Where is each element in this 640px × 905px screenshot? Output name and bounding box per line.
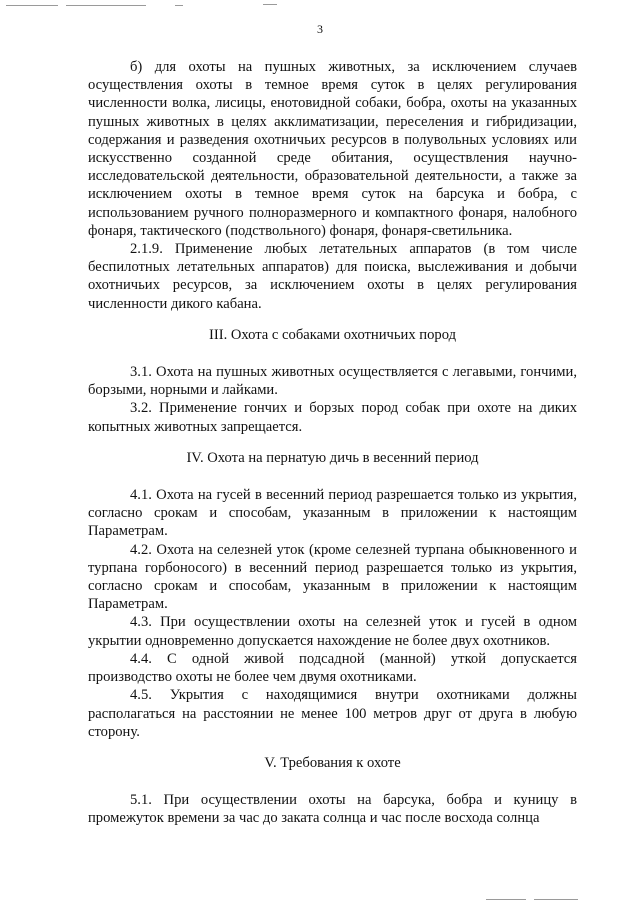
paragraph-4-3: 4.3. При осуществлении охоты на селезней уток и гусей в одном укрытии одновременно допускается нахождение не более двух охотников.: [88, 614, 577, 649]
section-heading-5: V. Требования к охоте: [264, 754, 401, 771]
paragraph-b-pushnye: б) для охоты на пушных животных, за исключением случаев осуществления охоты в темное время суток в целях регулирования численности волка, лисицы, енотовидной собаки, бобра, охоты на указанных пушных животных в целях акклиматизации, переселения и гибридизации, содержания и разведения охотничьих ресурсов в полувольных условиях или искусственно созданной среде обитания, осуществления научно-исследовательской деятельности, образовательной деятельности, а также за исключением охоты в темное время суток на барсука и бобра, с использованием ручного полноразмерного и компактного фонаря, налобного фонаря, тактического (подствольного) фонаря, фонаря-светильника.: [88, 59, 577, 239]
page-number: 3: [317, 22, 323, 36]
paragraph-4-4: 4.4. С одной живой подсадной (манной) уткой допускается производство охоты не более чем двумя охотниками.: [88, 650, 577, 686]
paragraph-4-5: 4.5. Укрытия с находящимися внутри охотниками должны располагаться на расстоянии не менее 100 метров друг от друга в любую сторону.: [88, 687, 577, 740]
paragraph-3-2: 3.2. Применение гончих и борзых пород собак при охоте на диких копытных животных запрещается.: [88, 400, 577, 435]
paragraph-5-1: 5.1. При осуществлении охоты на барсука, бобра и куницу в промежуток времени за час до заката солнца и час после восхода солнца: [88, 792, 577, 827]
paragraph-2-1-9: 2.1.9. Применение любых летательных аппаратов (в том числе беспилотных летательных аппаратов) для поиска, выслеживания и добычи охотничьих ресурсов, за исключением охоты в целях регулирования численности дикого кабана.: [88, 241, 577, 312]
scan-artifact-line: [263, 4, 277, 5]
scan-artifact-line: [66, 5, 146, 6]
paragraph-4-2: 4.2. Охота на селезней уток (кроме селезней турпана обыкновенного и турпана горбоносого) в весенний период разрешается только из укрытия, согласно срокам и способам, указанным в приложении к настоящим Параметрам.: [88, 541, 577, 613]
section-heading-3: III. Охота с собаками охотничьих пород: [208, 326, 457, 343]
document-body: [88, 58, 577, 828]
scan-artifact-line: [486, 899, 526, 900]
scan-artifact-line: [534, 899, 578, 900]
section-heading-4: IV. Охота на пернатую дичь в весенний период: [186, 449, 479, 466]
paragraph-3-1: 3.1. Охота на пушных животных осуществляется с легавыми, гончими, борзыми, норными и лайками.: [88, 364, 577, 399]
scan-artifact-line: [175, 5, 183, 6]
paragraph-4-1: 4.1. Охота на гусей в весенний период разрешается только из укрытия, согласно срокам и способам, указанным в приложении к настоящим Параметрам.: [88, 487, 577, 540]
scan-artifact-line: [6, 5, 58, 6]
